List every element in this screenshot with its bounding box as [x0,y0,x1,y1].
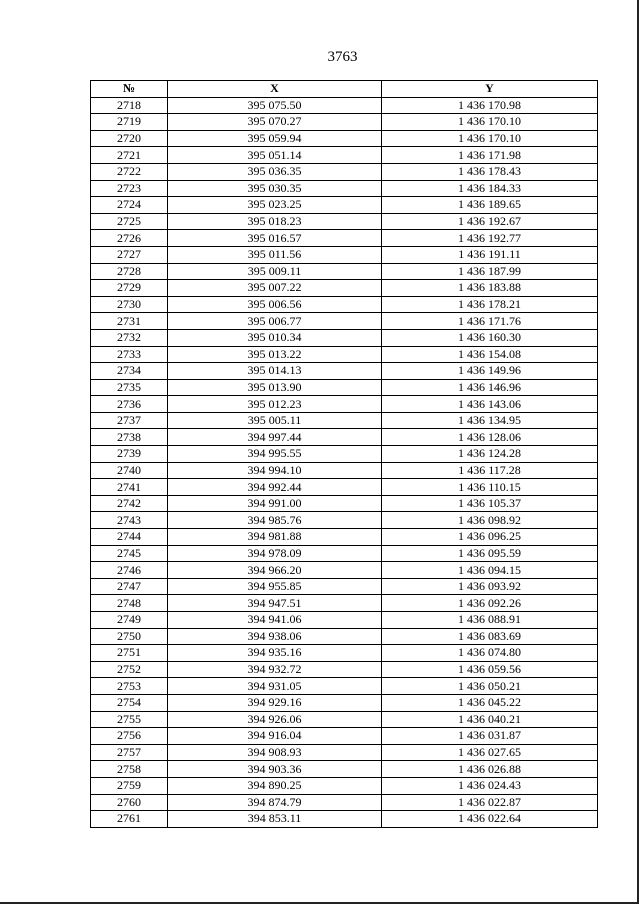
point-number-cell: 2746 [91,562,168,579]
table-header-row [91,81,598,98]
point-number-cell: 2737 [91,412,168,429]
table-row [91,313,598,330]
x-coordinate-cell: 394 926.06 [168,711,382,728]
y-coordinate-cell: 1 436 178.21 [382,296,598,313]
y-coordinate-cell: 1 436 134.95 [382,412,598,429]
y-coordinate-cell: 1 436 187.99 [382,263,598,280]
x-coordinate-cell: 394 929.16 [168,694,382,711]
y-coordinate-cell: 1 436 117.28 [382,462,598,479]
table-row [91,529,598,546]
table-row [91,180,598,197]
x-coordinate-cell: 394 903.36 [168,761,382,778]
table-row [91,280,598,297]
point-number-cell: 2721 [91,147,168,164]
x-coordinate-cell: 394 916.04 [168,728,382,745]
y-coordinate-cell: 1 436 154.08 [382,346,598,363]
y-coordinate-cell: 1 436 171.98 [382,147,598,164]
table-row [91,628,598,645]
x-coordinate-cell: 394 978.09 [168,545,382,562]
x-coordinate-cell: 395 012.23 [168,396,382,413]
table-row [91,396,598,413]
point-number-cell: 2722 [91,163,168,180]
point-number-cell: 2727 [91,246,168,263]
y-coordinate-cell: 1 436 096.25 [382,529,598,546]
x-coordinate-cell: 394 992.44 [168,479,382,496]
y-coordinate-cell: 1 436 083.69 [382,628,598,645]
y-coordinate-cell: 1 436 088.91 [382,612,598,629]
x-coordinate-cell: 394 985.76 [168,512,382,529]
y-coordinate-cell: 1 436 178.43 [382,163,598,180]
table-row [91,694,598,711]
y-coordinate-cell: 1 436 192.67 [382,213,598,230]
table-row [91,495,598,512]
point-number-cell: 2747 [91,578,168,595]
y-coordinate-cell: 1 436 074.80 [382,645,598,662]
x-coordinate-cell: 395 014.13 [168,363,382,380]
x-coordinate-cell: 395 013.22 [168,346,382,363]
table-row [91,346,598,363]
y-coordinate-cell: 1 436 105.37 [382,495,598,512]
table-row [91,661,598,678]
table-row [91,512,598,529]
y-coordinate-cell: 1 436 149.96 [382,363,598,380]
point-number-cell: 2749 [91,612,168,629]
table-row [91,114,598,131]
point-number-cell: 2748 [91,595,168,612]
x-coordinate-cell: 394 981.88 [168,529,382,546]
table-row [91,97,598,114]
table-row [91,462,598,479]
table-row [91,578,598,595]
point-number-cell: 2733 [91,346,168,363]
x-coordinate-cell: 395 075.50 [168,97,382,114]
y-coordinate-cell: 1 436 189.65 [382,197,598,214]
y-coordinate-cell: 1 436 146.96 [382,379,598,396]
column-header-y: Y [382,81,598,98]
point-number-cell: 2754 [91,694,168,711]
y-coordinate-cell: 1 436 094.15 [382,562,598,579]
table-row [91,246,598,263]
point-number-cell: 2740 [91,462,168,479]
point-number-cell: 2739 [91,446,168,463]
y-coordinate-cell: 1 436 124.28 [382,446,598,463]
x-coordinate-cell: 394 874.79 [168,794,382,811]
point-number-cell: 2723 [91,180,168,197]
x-coordinate-cell: 394 935.16 [168,645,382,662]
table-row [91,230,598,247]
x-coordinate-cell: 394 995.55 [168,446,382,463]
y-coordinate-cell: 1 436 022.64 [382,811,598,828]
y-coordinate-cell: 1 436 170.10 [382,130,598,147]
table-row [91,545,598,562]
y-coordinate-cell: 1 436 183.88 [382,280,598,297]
point-number-cell: 2719 [91,114,168,131]
point-number-cell: 2761 [91,811,168,828]
x-coordinate-cell: 395 011.56 [168,246,382,263]
x-coordinate-cell: 395 023.25 [168,197,382,214]
y-coordinate-cell: 1 436 027.65 [382,744,598,761]
x-coordinate-cell: 394 994.10 [168,462,382,479]
y-coordinate-cell: 1 436 093.92 [382,578,598,595]
table-row [91,711,598,728]
point-number-cell: 2742 [91,495,168,512]
point-number-cell: 2729 [91,280,168,297]
point-number-cell: 2724 [91,197,168,214]
table-row [91,296,598,313]
x-coordinate-cell: 394 966.20 [168,562,382,579]
table-row [91,147,598,164]
y-coordinate-cell: 1 436 192.77 [382,230,598,247]
y-coordinate-cell: 1 436 170.98 [382,97,598,114]
x-coordinate-cell: 394 932.72 [168,661,382,678]
column-header-number: № [91,81,168,98]
y-coordinate-cell: 1 436 170.10 [382,114,598,131]
x-coordinate-cell: 395 018.23 [168,213,382,230]
y-coordinate-cell: 1 436 045.22 [382,694,598,711]
x-coordinate-cell: 394 931.05 [168,678,382,695]
y-coordinate-cell: 1 436 095.59 [382,545,598,562]
y-coordinate-cell: 1 436 022.87 [382,794,598,811]
table-row [91,794,598,811]
point-number-cell: 2744 [91,529,168,546]
x-coordinate-cell: 394 908.93 [168,744,382,761]
point-number-cell: 2732 [91,329,168,346]
y-coordinate-cell: 1 436 031.87 [382,728,598,745]
table-row [91,744,598,761]
point-number-cell: 2728 [91,263,168,280]
table-row [91,446,598,463]
table-row [91,562,598,579]
table-row [91,163,598,180]
y-coordinate-cell: 1 436 184.33 [382,180,598,197]
point-number-cell: 2759 [91,777,168,794]
x-coordinate-cell: 395 005.11 [168,412,382,429]
y-coordinate-cell: 1 436 191.11 [382,246,598,263]
x-coordinate-cell: 395 009.11 [168,263,382,280]
coordinates-table [90,80,598,828]
table-row [91,412,598,429]
y-coordinate-cell: 1 436 110.15 [382,479,598,496]
point-number-cell: 2752 [91,661,168,678]
table-row [91,130,598,147]
point-number-cell: 2756 [91,728,168,745]
point-number-cell: 2730 [91,296,168,313]
y-coordinate-cell: 1 436 128.06 [382,429,598,446]
point-number-cell: 2741 [91,479,168,496]
point-number-cell: 2760 [91,794,168,811]
point-number-cell: 2735 [91,379,168,396]
column-header-x: X [168,81,382,98]
x-coordinate-cell: 395 036.35 [168,163,382,180]
x-coordinate-cell: 395 006.56 [168,296,382,313]
x-coordinate-cell: 395 007.22 [168,280,382,297]
x-coordinate-cell: 394 853.11 [168,811,382,828]
point-number-cell: 2731 [91,313,168,330]
page-number: 3763 [327,49,358,65]
y-coordinate-cell: 1 436 098.92 [382,512,598,529]
table-row [91,777,598,794]
x-coordinate-cell: 394 941.06 [168,612,382,629]
y-coordinate-cell: 1 436 092.26 [382,595,598,612]
point-number-cell: 2734 [91,363,168,380]
x-coordinate-cell: 395 070.27 [168,114,382,131]
point-number-cell: 2757 [91,744,168,761]
table-row [91,479,598,496]
y-coordinate-cell: 1 436 024.43 [382,777,598,794]
table-row [91,728,598,745]
table-row [91,263,598,280]
point-number-cell: 2750 [91,628,168,645]
x-coordinate-cell: 395 016.57 [168,230,382,247]
table-row [91,761,598,778]
x-coordinate-cell: 394 947.51 [168,595,382,612]
table-row [91,329,598,346]
x-coordinate-cell: 394 955.85 [168,578,382,595]
table-row [91,213,598,230]
x-coordinate-cell: 394 997.44 [168,429,382,446]
table-row [91,429,598,446]
y-coordinate-cell: 1 436 143.06 [382,396,598,413]
x-coordinate-cell: 394 991.00 [168,495,382,512]
point-number-cell: 2725 [91,213,168,230]
point-number-cell: 2736 [91,396,168,413]
x-coordinate-cell: 395 030.35 [168,180,382,197]
y-coordinate-cell: 1 436 160.30 [382,329,598,346]
point-number-cell: 2753 [91,678,168,695]
x-coordinate-cell: 395 051.14 [168,147,382,164]
point-number-cell: 2726 [91,230,168,247]
point-number-cell: 2758 [91,761,168,778]
x-coordinate-cell: 395 059.94 [168,130,382,147]
table-row [91,612,598,629]
table-row [91,678,598,695]
table-row [91,645,598,662]
point-number-cell: 2751 [91,645,168,662]
table-row [91,197,598,214]
point-number-cell: 2720 [91,130,168,147]
table-row [91,595,598,612]
x-coordinate-cell: 395 010.34 [168,329,382,346]
table-row [91,363,598,380]
table-body [91,97,598,827]
y-coordinate-cell: 1 436 059.56 [382,661,598,678]
y-coordinate-cell: 1 436 026.88 [382,761,598,778]
x-coordinate-cell: 394 890.25 [168,777,382,794]
point-number-cell: 2755 [91,711,168,728]
y-coordinate-cell: 1 436 171.76 [382,313,598,330]
x-coordinate-cell: 395 013.90 [168,379,382,396]
x-coordinate-cell: 395 006.77 [168,313,382,330]
point-number-cell: 2738 [91,429,168,446]
point-number-cell: 2745 [91,545,168,562]
table-row [91,379,598,396]
x-coordinate-cell: 394 938.06 [168,628,382,645]
table-row [91,811,598,828]
y-coordinate-cell: 1 436 050.21 [382,678,598,695]
point-number-cell: 2743 [91,512,168,529]
point-number-cell: 2718 [91,97,168,114]
y-coordinate-cell: 1 436 040.21 [382,711,598,728]
